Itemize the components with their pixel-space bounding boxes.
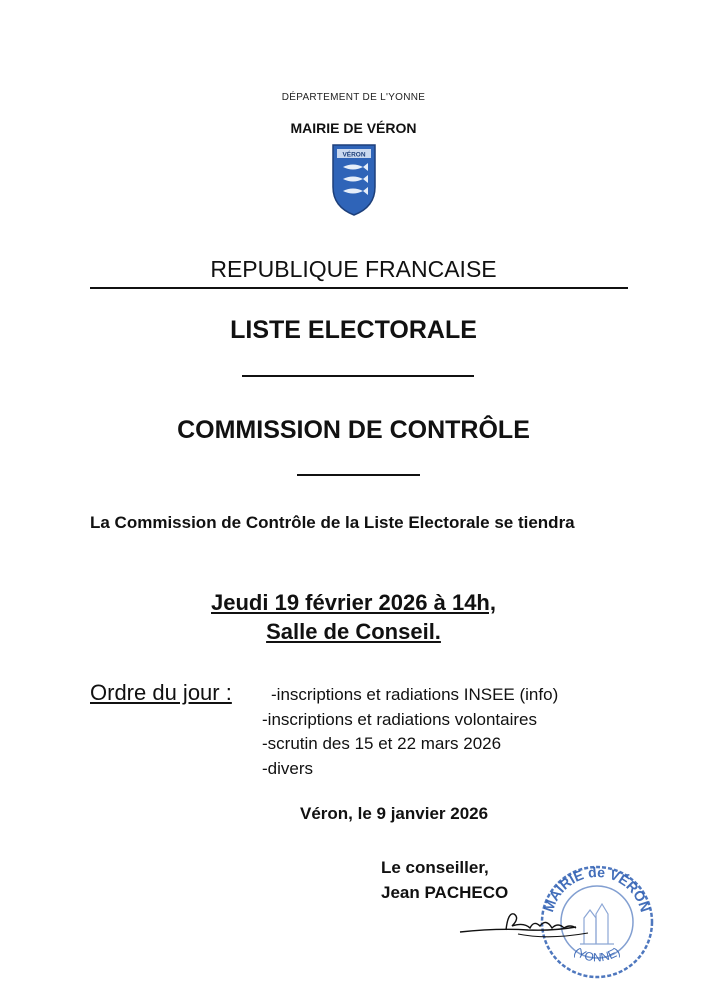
meeting-date: Jeudi 19 février 2026 à 14h, [211, 590, 496, 615]
department-label: DÉPARTEMENT DE L'YONNE [281, 92, 426, 103]
mairie-title: MAIRIE DE VÉRON [290, 120, 417, 136]
meeting-place: Salle de Conseil. [266, 619, 441, 644]
signer-role: Le conseiller, [381, 858, 489, 877]
crest-label: VÉRON [342, 151, 366, 159]
signer-name: Jean PACHECO [381, 883, 509, 902]
fish-icons [343, 163, 368, 195]
page-subtitle: COMMISSION DE CONTRÔLE [177, 416, 530, 444]
stamp-bottom-text: (YONNE) [571, 944, 623, 965]
coat-of-arms-icon [331, 143, 377, 217]
divider-main [90, 287, 628, 289]
page-title: LISTE ELECTORALE [230, 316, 477, 344]
republique-heading: REPUBLIQUE FRANCAISE [210, 256, 497, 282]
agenda-label: Ordre du jour : [90, 680, 232, 705]
agenda-item: -divers [262, 758, 314, 778]
agenda-list [262, 683, 558, 781]
agenda-item: -scrutin des 15 et 22 mars 2026 [262, 734, 502, 753]
divider-title [242, 375, 474, 377]
signer-block [381, 855, 508, 905]
divider-subtitle [297, 474, 420, 476]
stamp-top-text: MAIRIE de VÉRON [540, 863, 654, 914]
handwritten-signature [458, 900, 608, 950]
agenda-item: -inscriptions et radiations INSEE (info) [271, 685, 559, 704]
agenda-item: -inscriptions et radiations volontaires [262, 709, 537, 729]
intro-text: La Commission de Contrôle de la Liste Electorale se tiendra [90, 513, 575, 532]
dateline: Véron, le 9 janvier 2026 [300, 804, 489, 823]
